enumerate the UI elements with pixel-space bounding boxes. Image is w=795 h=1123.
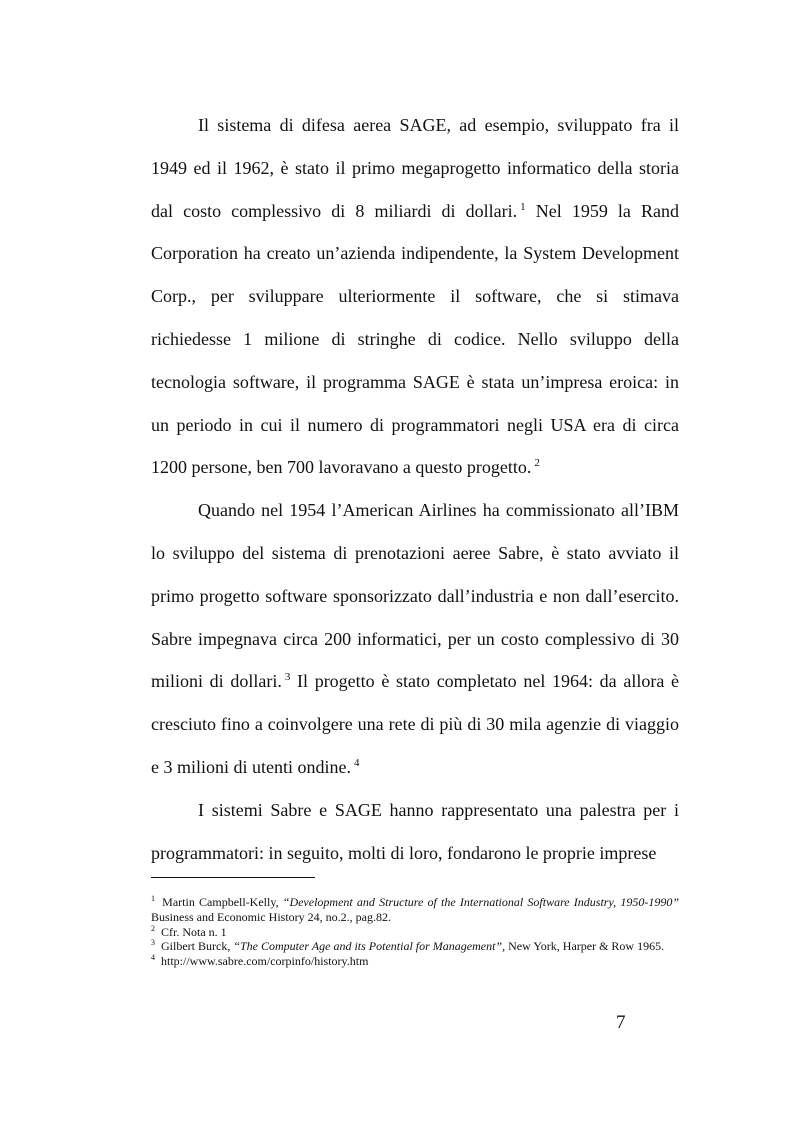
footnote-text: Business and Economic History 24, no.2., pag.82.	[151, 909, 391, 924]
paragraph-text: Quando nel 1954 l’American Airlines ha commissionato all’IBM lo sviluppo del sistema di prenotazioni aeree Sabre, è stato avviato il primo progetto software sponsorizzato dall’industria e non dall’esercito. Sabre impegnava circa 200 informatici, per un costo complessivo di 30 milioni di dollari.	[151, 500, 679, 692]
body-text	[151, 104, 679, 874]
footnote-number: 4	[151, 953, 155, 963]
footnote-text: Gilbert Burck,	[158, 939, 234, 954]
paragraph-text: I sistemi Sabre e SAGE hanno rappresentato una palestra per i programmatori: in seguito, molti di loro, fondarono le proprie imprese	[151, 799, 679, 863]
footnote-reference[interactable]: 3	[284, 671, 291, 684]
footnote-link[interactable]: http://www.sabre.com/corpinfo/history.htm	[158, 954, 369, 969]
paragraph	[151, 104, 679, 489]
paragraph-text: Nel 1959 la Rand Corporation ha creato un’azienda indipendente, la System Development Corp., per sviluppare ulteriormente il software, che si stimava richiedesse 1 milione di stringhe di codice. Nello sviluppo della tecnologia software, il programma SAGE è stata un’impresa eroica: in un periodo in cui il numero di programmatori negli USA era di circa 1200 persone, ben 700 lavoravano a questo progetto.	[151, 200, 680, 478]
page-number: 7	[616, 1012, 626, 1033]
footnote	[151, 954, 679, 969]
paragraph-text: Il sistema di difesa aerea SAGE, ad esempio, sviluppato fra il 1949 ed il 1962, è stato il primo megaprogetto informatico della storia dal costo complessivo di 8 miliardi di dollari.	[151, 115, 679, 221]
footnote-title: “Development and Structure of the International Software Industry, 1950-1990”	[282, 895, 679, 909]
footnote-title: “The Computer Age and its Potential for Management”,	[233, 939, 506, 954]
footnote	[151, 939, 679, 954]
paragraph	[151, 789, 679, 875]
footnotes	[151, 895, 679, 969]
footnote	[151, 895, 679, 925]
footnote-separator	[151, 877, 315, 878]
paragraph-text: Il progetto è stato completato nel 1964: da allora è cresciuto fino a coinvolgere una rete di più di 30 mila agenzie di viaggio e 3 milioni di utenti ondine.	[151, 671, 679, 777]
footnote-number: 1	[151, 894, 155, 903]
footnote-reference[interactable]: 4	[353, 756, 360, 769]
footnote-text: Cfr. Nota n. 1	[158, 924, 227, 939]
footnote-text: Martin Campbell-Kelly,	[158, 895, 283, 909]
footnote-text: New York, Harper & Row 1965.	[505, 939, 665, 954]
footnote-number: 2	[151, 923, 155, 933]
footnote	[151, 925, 679, 940]
footnote-reference[interactable]: 2	[534, 457, 540, 470]
footnote-reference[interactable]: 1	[520, 200, 526, 213]
footnote-number: 3	[151, 938, 155, 948]
paragraph	[151, 489, 679, 789]
